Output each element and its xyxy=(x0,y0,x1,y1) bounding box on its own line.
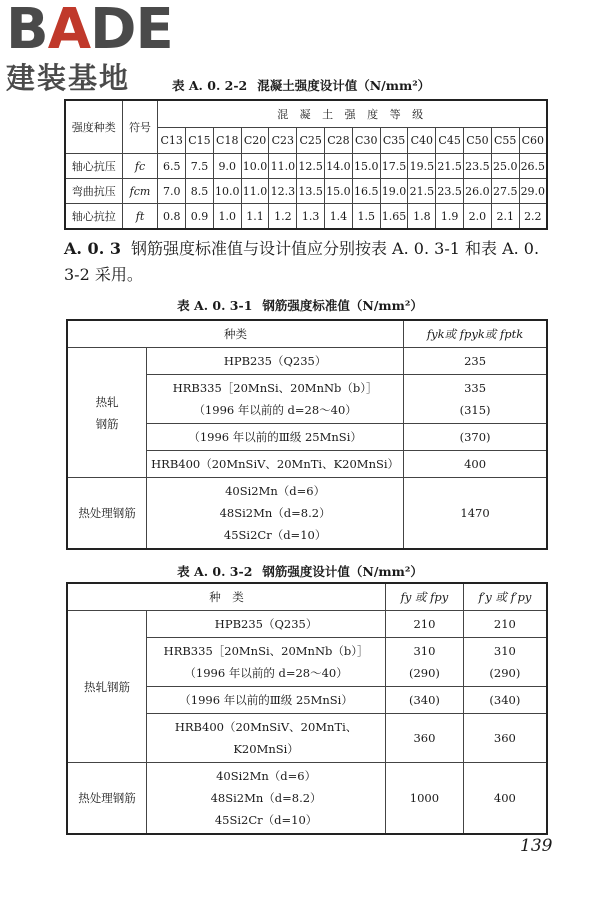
logo-subtitle: 建装基地 xyxy=(6,61,131,95)
concrete-strength-table xyxy=(64,99,548,230)
section-paragraph xyxy=(64,236,550,288)
rebar-standard-strength-table xyxy=(66,319,548,550)
t1-header-type: 强度种类 xyxy=(65,100,122,154)
t3-group-hot-rolled: 热轧钢筋 xyxy=(67,611,147,763)
table1-caption: 表 A. 0. 2-2 混凝土强度设计值（N/mm²） xyxy=(172,78,431,93)
table-row: （1996 年以前的Ⅲ级 25MnSi） (370) xyxy=(67,424,547,451)
page-number: 139 xyxy=(520,836,553,856)
t1-header-symbol: 符号 xyxy=(122,100,158,154)
table-row: HRB400（20MnSiV、20MnTi、K20MnSi） 400 xyxy=(67,451,547,478)
logo-accent-letter: A xyxy=(47,0,91,62)
t2-group-hot-rolled: 热轧 钢筋 xyxy=(67,348,147,478)
section-label: A. 0. 3 xyxy=(64,239,121,258)
bade-logo xyxy=(6,0,176,95)
table-row: 热轧钢筋 HPB235（Q235） 210 210 xyxy=(67,611,547,638)
table2-caption: 表 A. 0. 3-1 钢筋强度标准值（N/mm²） xyxy=(177,298,423,313)
t3-header-fy-prime: f′y 或 f′py xyxy=(463,583,547,611)
table-row: 轴心抗压 fc 6.5 7.5 9.0 10.0 11.0 12.5 14.0 15.0 17.5 19.5 21.5 23.5 25.0 26.5 xyxy=(65,154,547,179)
t3-group-heat-treated: 热处理钢筋 xyxy=(67,763,147,835)
table-row: 轴心抗拉 ft 0.8 0.9 1.0 1.1 1.2 1.3 1.4 1.5 1.65 1.8 1.9 2.0 2.1 2.2 xyxy=(65,204,547,230)
table-row: 热处理钢筋 40Si2Mn（d=6） 48Si2Mn（d=8.2） 45Si2Cr（d=10） 1470 xyxy=(67,478,547,550)
rebar-design-strength-table xyxy=(66,582,548,835)
t1-grade-row: C13 C15 C18 C20 C23 C25 C28 C30 C35 C40 C45 C50 C55 C60 xyxy=(65,128,547,154)
table-row: （1996 年以前的Ⅲ级 25MnSi） (340) (340) xyxy=(67,687,547,714)
t2-header-type: 种类 xyxy=(67,320,404,348)
table-row: HRB400（20MnSiV、20MnTi、K20MnSi） 360 360 xyxy=(67,714,547,763)
table-row: 热轧 钢筋 HPB235（Q235） 235 xyxy=(67,348,547,375)
table-row: 弯曲抗压 fcm 7.0 8.5 10.0 11.0 12.3 13.5 15.0 16.5 19.0 21.5 23.5 26.0 27.5 29.0 xyxy=(65,179,547,204)
t1-header-grade: 混 凝 土 强 度 等 级 xyxy=(158,100,547,128)
table-row: 热处理钢筋 40Si2Mn（d=6） 48Si2Mn（d=8.2） 45Si2Cr（d=10） 1000 400 xyxy=(67,763,547,835)
section-text: 钢筋强度标准值与设计值应分别按表 A. 0. 3-1 和表 A. 0. 3-2 采用。 xyxy=(64,239,540,284)
table-row: HRB335［20MnSi、20MnNb（b）］ （1996 年以前的 d=28～40） 310 (290) 310 (290) xyxy=(67,638,547,687)
logo-wordmark: BADE xyxy=(6,2,176,58)
t2-group-heat-treated: 热处理钢筋 xyxy=(67,478,147,550)
t3-header-type: 种 类 xyxy=(67,583,386,611)
t3-header-fy: fy 或 fpy xyxy=(386,583,464,611)
table-row: HRB335［20MnSi、20MnNb（b）］ （1996 年以前的 d=28～40） 335 (315) xyxy=(67,375,547,424)
table3-caption: 表 A. 0. 3-2 钢筋强度设计值（N/mm²） xyxy=(177,564,423,579)
t2-header-value: fyk或 fpyk或 fptk xyxy=(404,320,547,348)
